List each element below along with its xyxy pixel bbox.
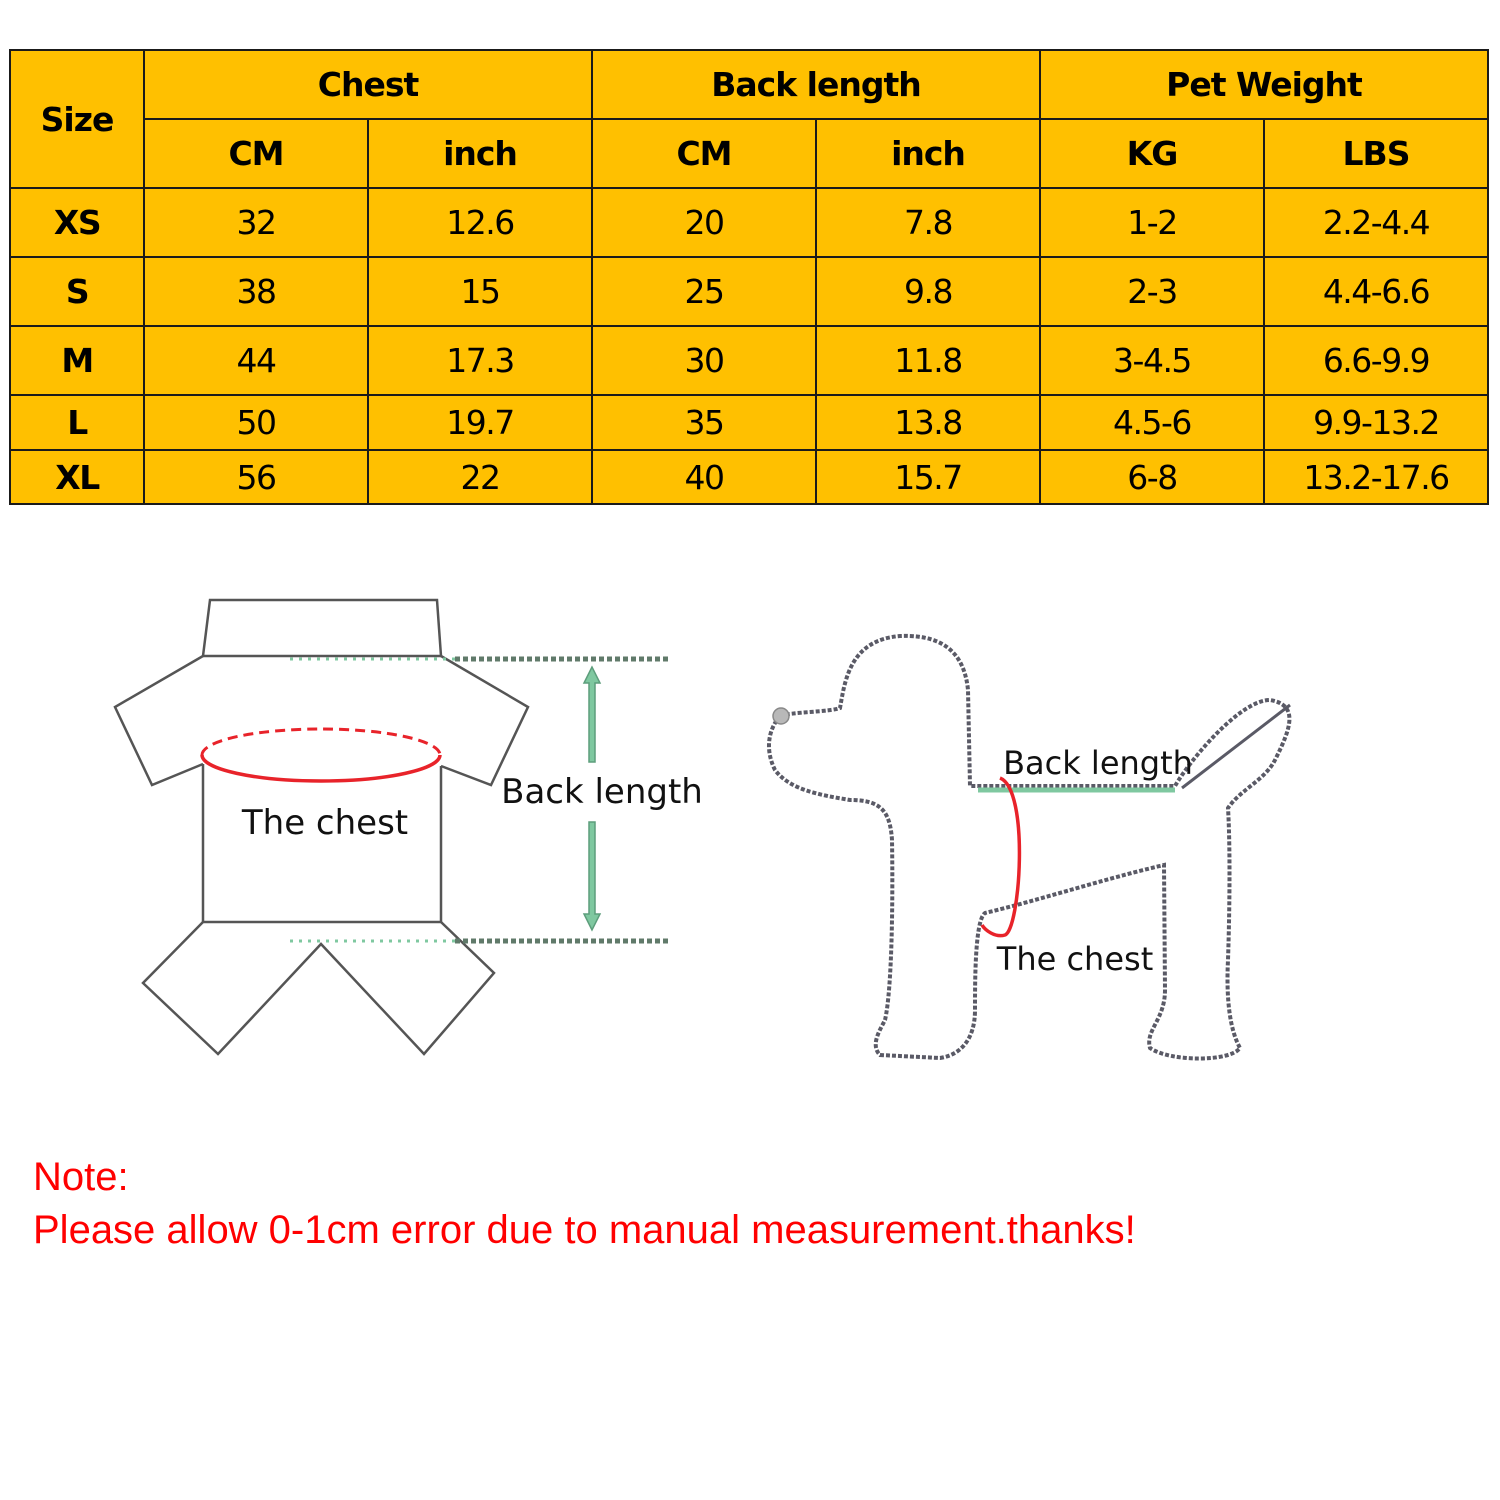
cell: 44 [144, 326, 368, 395]
unit-weight-lbs: LBS [1264, 119, 1488, 188]
cell: 20 [592, 188, 816, 257]
dog-back-length-label: Back length [1003, 744, 1193, 782]
cell: 6.6-9.9 [1264, 326, 1488, 395]
chest-solid-line-icon [202, 755, 440, 781]
cell: 40 [592, 450, 816, 504]
size-label: L [10, 395, 144, 450]
cell: 30 [592, 326, 816, 395]
cell: 6-8 [1040, 450, 1264, 504]
cell: 9.8 [816, 257, 1040, 326]
dog-outline-icon [769, 636, 1289, 1059]
table-row [10, 450, 1488, 504]
garment-back-length-label: Back length [501, 772, 703, 812]
cell: 4.4-6.6 [1264, 257, 1488, 326]
cell: 25 [592, 257, 816, 326]
table-row [10, 395, 1488, 450]
header-size: Size [10, 50, 144, 188]
header-pet-weight: Pet Weight [1040, 50, 1488, 119]
header-chest: Chest [144, 50, 592, 119]
cell: 7.8 [816, 188, 1040, 257]
cell: 4.5-6 [1040, 395, 1264, 450]
cell: 35 [592, 395, 816, 450]
garment-chest-label: The chest [241, 803, 409, 843]
dog-chest-label: The chest [996, 940, 1154, 978]
size-label: XS [10, 188, 144, 257]
cell: 2-3 [1040, 257, 1264, 326]
header-back-length: Back length [592, 50, 1040, 119]
unit-chest-cm: CM [144, 119, 368, 188]
cell: 13.2-17.6 [1264, 450, 1488, 504]
table-row [10, 326, 1488, 395]
unit-back-cm: CM [592, 119, 816, 188]
note-text: Please allow 0-1cm error due to manual measurement.thanks! [33, 1208, 1136, 1252]
garment-diagram [100, 590, 720, 1070]
cell: 1-2 [1040, 188, 1264, 257]
size-label: M [10, 326, 144, 395]
size-label: S [10, 257, 144, 326]
dog-chest-line-icon [982, 778, 1019, 936]
unit-chest-inch: inch [368, 119, 592, 188]
size-label: XL [10, 450, 144, 504]
unit-weight-kg: KG [1040, 119, 1264, 188]
dog-diagram [750, 620, 1310, 1070]
cell: 11.8 [816, 326, 1040, 395]
cell: 12.6 [368, 188, 592, 257]
cell: 13.8 [816, 395, 1040, 450]
chest-dashed-line-icon [202, 729, 440, 755]
table-row [10, 188, 1488, 257]
size-chart-table [9, 49, 1489, 505]
cell: 19.7 [368, 395, 592, 450]
cell: 56 [144, 450, 368, 504]
cell: 38 [144, 257, 368, 326]
unit-back-inch: inch [816, 119, 1040, 188]
cell: 15.7 [816, 450, 1040, 504]
table-row [10, 257, 1488, 326]
cell: 22 [368, 450, 592, 504]
cell: 3-4.5 [1040, 326, 1264, 395]
cell: 17.3 [368, 326, 592, 395]
cell: 15 [368, 257, 592, 326]
note-title: Note: [33, 1155, 129, 1199]
cell: 9.9-13.2 [1264, 395, 1488, 450]
cell: 50 [144, 395, 368, 450]
cell: 32 [144, 188, 368, 257]
dog-nose-icon [773, 708, 789, 724]
cell: 2.2-4.4 [1264, 188, 1488, 257]
